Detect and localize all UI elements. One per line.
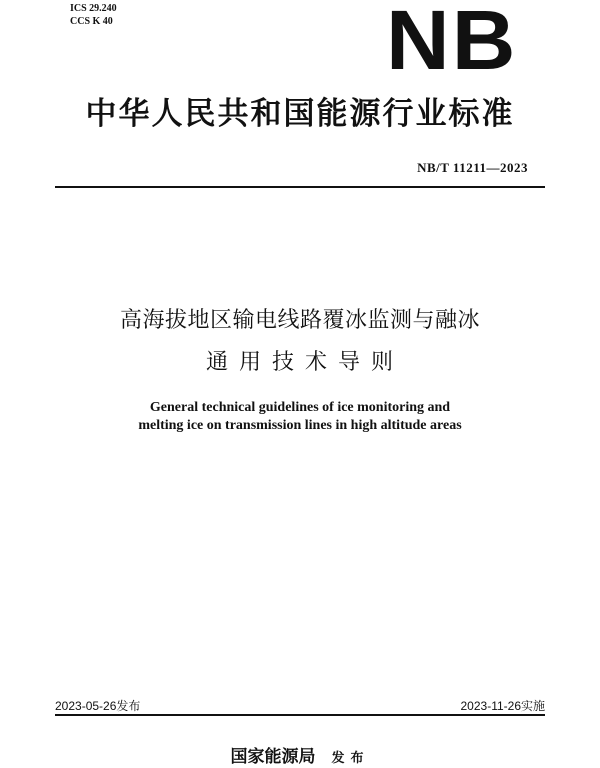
- chinese-title-line-1: 高海拔地区输电线路覆冰监测与融冰: [119, 308, 480, 333]
- bottom-divider: [55, 714, 545, 716]
- top-divider: [55, 186, 545, 188]
- implementation-date: 2023-11-26实施: [460, 699, 545, 713]
- issue-date: 2023-05-26发布: [55, 699, 141, 713]
- issuer-action: 发布: [331, 751, 370, 766]
- ccs-code: CCS K 40: [70, 16, 113, 27]
- issuer-line: [0, 742, 600, 767]
- english-title-line-1: General technical guidelines of ice monitoring and: [149, 400, 451, 415]
- issuer-name: 国家能源局: [230, 747, 316, 767]
- chinese-title-line-2: 通用技术导则: [205, 350, 404, 375]
- standard-number: NB/T 11211—2023: [417, 160, 528, 175]
- classification-codes: [70, 2, 117, 28]
- nb-logo: NB: [386, 0, 518, 87]
- ics-code: ICS 29.240: [70, 3, 117, 14]
- english-title-line-2: melting ice on transmission lines in high altitude areas: [138, 418, 462, 433]
- standard-category-title: 中华人民共和国能源行业标准: [85, 96, 515, 132]
